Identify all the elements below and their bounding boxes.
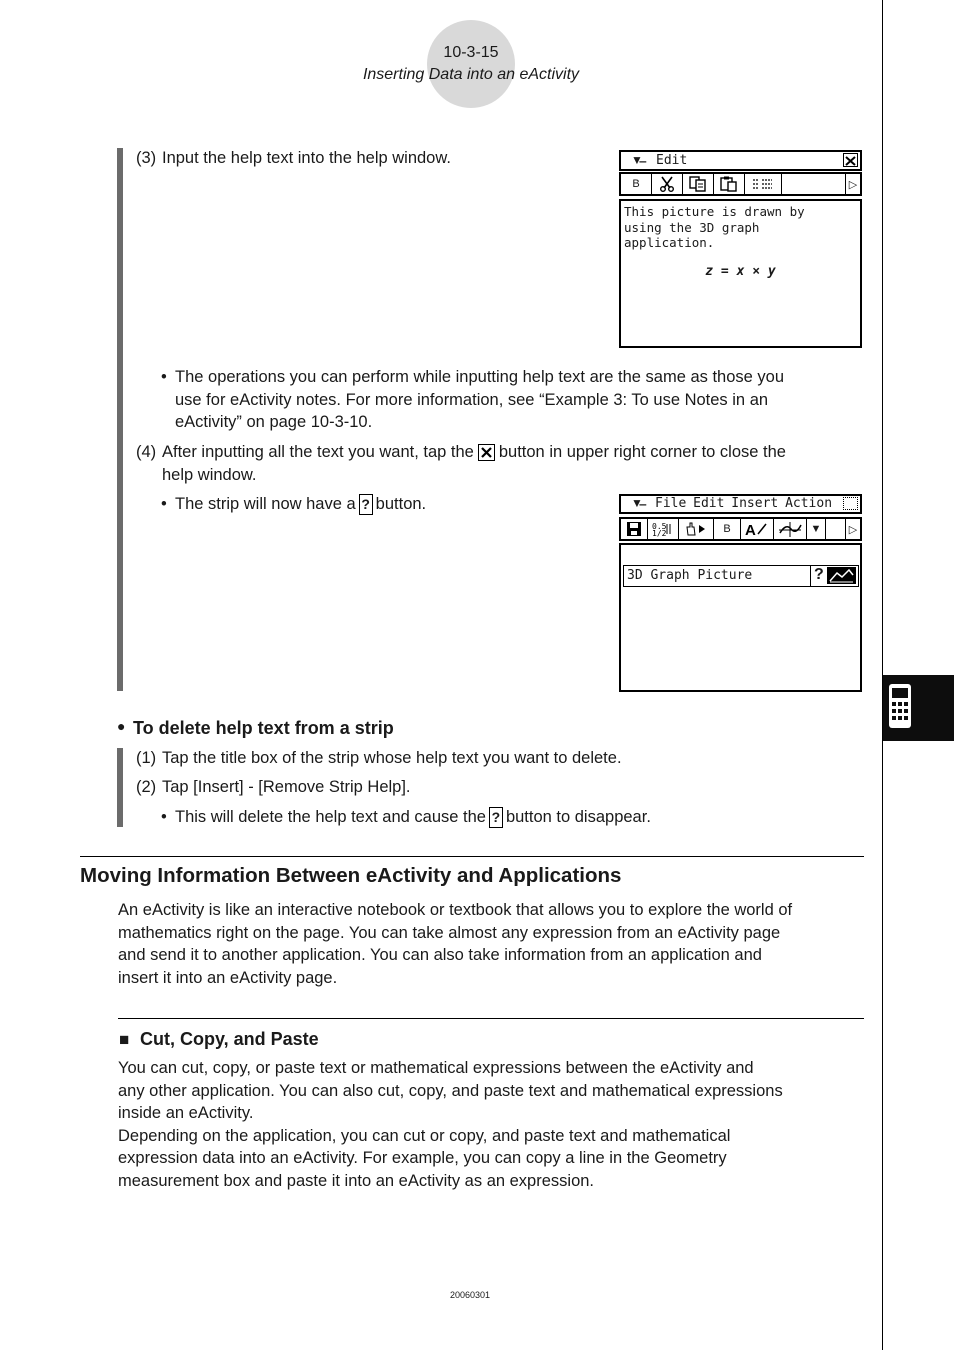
menu-bar: [619, 150, 862, 171]
step-number: (3): [136, 149, 157, 167]
help-line: using the 3D graph: [624, 219, 760, 235]
toolbar: [619, 517, 862, 541]
help-question-icon: ?: [489, 807, 503, 828]
list-icon[interactable]: [745, 174, 782, 194]
text-line: An eActivity is like an interactive notebook or textbook that allows you to explore the world of: [118, 901, 793, 919]
text-line: The operations you can perform while inputting help text are the same as those you: [175, 368, 785, 386]
divider: [810, 566, 811, 586]
close-icon[interactable]: [843, 497, 858, 510]
bullet-dot: •: [161, 808, 167, 826]
step-text: Tap the title box of the strip whose help text you want to delete.: [162, 749, 622, 767]
page-number: 10-3-15: [443, 44, 499, 61]
help-window-screenshot: [619, 150, 862, 348]
text-line: expression data into an eActivity. For example, you can copy a line in the Geometry: [118, 1149, 727, 1167]
menu-action[interactable]: Action: [785, 496, 833, 511]
strip-title-box[interactable]: 3D Graph Picture: [627, 568, 753, 583]
step-bar: [117, 748, 123, 827]
bold-button[interactable]: B: [714, 519, 741, 539]
text-span: After inputting all the text you want, tap the: [162, 443, 474, 461]
text-line: any other application. You can also cut, copy, and paste text and mathematical expressions: [118, 1081, 783, 1100]
menu-icon: ▼̶: [631, 496, 643, 510]
menu-icon: ▼̶: [631, 153, 643, 167]
section-title: Inserting Data into an eActivity: [362, 66, 580, 83]
text-style-icon[interactable]: [741, 519, 774, 539]
text-span: button to disappear.: [505, 808, 651, 826]
hand-play-icon[interactable]: [679, 519, 714, 539]
help-question-icon[interactable]: ?: [814, 566, 824, 583]
bold-button[interactable]: B: [621, 174, 652, 194]
svg-text:0.5: 0.5: [652, 522, 667, 531]
text-span: The strip will now have a: [175, 495, 356, 513]
close-box-icon: [478, 444, 495, 461]
bullet-text: [175, 806, 651, 829]
menu-edit[interactable]: Edit: [656, 153, 688, 168]
bullet-text: [175, 493, 426, 516]
cut-icon[interactable]: [652, 174, 683, 194]
convert-icon[interactable]: [648, 519, 679, 539]
text-span: This will delete the help text and cause the: [175, 808, 486, 826]
svg-text:1/2: 1/2: [652, 529, 667, 537]
text-line: measurement box and paste it into an eActivity as an expression.: [118, 1171, 595, 1190]
help-line: application.: [624, 235, 715, 250]
svg-text:A: A: [745, 522, 756, 537]
paragraph: [118, 899, 792, 989]
step-number: (4): [136, 443, 157, 461]
scroll-right-icon[interactable]: ▷: [845, 174, 860, 194]
step-text: Input the help text into the help window.: [162, 149, 451, 167]
square-bullet: ■: [119, 1030, 130, 1049]
text-span: button in upper right corner to close the: [498, 443, 786, 461]
subheading: To delete help text from a strip: [133, 718, 394, 738]
menu-bar: [619, 494, 862, 514]
text-line: insert it into an eActivity page.: [118, 968, 338, 987]
step-number: (2): [136, 778, 157, 796]
menu-edit[interactable]: Edit: [693, 496, 725, 511]
text-line: use for eActivity notes. For more information, see “Example 3: To use Notes in an: [175, 390, 769, 409]
graph-icon[interactable]: [774, 519, 807, 539]
save-icon[interactable]: [621, 519, 648, 539]
menu-file[interactable]: File: [655, 496, 687, 511]
section-heading: Moving Information Between eActivity and Applications: [80, 864, 622, 887]
chapter-tab: [883, 675, 954, 741]
subsection-heading: Cut, Copy, and Paste: [140, 1029, 319, 1049]
copy-icon[interactable]: [683, 174, 714, 194]
step-text: Tap [Insert] - [Remove Strip Help].: [162, 778, 411, 796]
calculator-icon: [883, 675, 954, 741]
text-line: and send it to another application. You can also take information from an application and: [118, 946, 762, 964]
step-bar: [117, 148, 123, 691]
menu-insert[interactable]: Insert: [731, 496, 779, 511]
text-line: mathematics right on the page. You can take almost any expression from an eActivity page: [118, 923, 781, 942]
eactivity-workspace: [619, 543, 862, 692]
step-text: help window.: [162, 466, 257, 484]
step-text: [162, 441, 786, 464]
help-text: [624, 204, 805, 251]
subsection-rule: [118, 1018, 864, 1019]
heading-bullet: ●: [117, 718, 126, 734]
text-line: Depending on the application, you can cut or copy, and paste text and mathematical: [118, 1126, 731, 1145]
toolbar: [619, 172, 862, 196]
bullet-dot: •: [161, 368, 167, 386]
dropdown-icon[interactable]: ▼: [807, 519, 826, 539]
help-question-icon: ?: [359, 494, 373, 515]
text-line: inside an eActivity.: [118, 1104, 254, 1122]
text-line: You can cut, copy, or paste text or mathematical expressions between the eActivity and: [118, 1059, 754, 1077]
bullet-text: [175, 366, 784, 434]
section-rule: [80, 856, 864, 857]
footer-code: 20060301: [449, 1290, 491, 1300]
help-line: This picture is drawn by: [624, 204, 805, 219]
text-line: eActivity” on page 10-3-10.: [175, 413, 373, 431]
scroll-right-icon[interactable]: ▷: [845, 519, 860, 539]
formula: z = x × y: [705, 264, 776, 279]
text-span: button.: [375, 495, 427, 513]
paragraph: [118, 1057, 783, 1192]
strip[interactable]: [623, 565, 859, 587]
bullet-dot: •: [161, 495, 167, 513]
paste-icon[interactable]: [714, 174, 745, 194]
close-icon[interactable]: [843, 153, 858, 167]
help-text-area[interactable]: [619, 199, 862, 348]
header-circle: [427, 20, 515, 108]
step-number: (1): [136, 749, 157, 767]
3d-graph-icon[interactable]: [827, 567, 856, 584]
menu-items: [655, 496, 832, 511]
strip-screenshot: [619, 494, 862, 692]
